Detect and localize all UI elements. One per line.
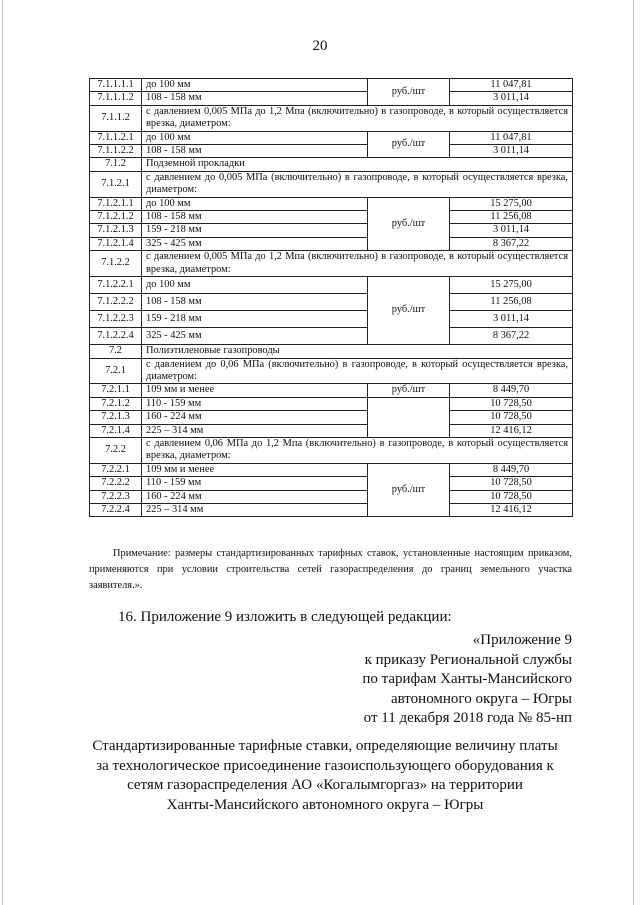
table-row [90, 92, 573, 105]
table-row [90, 345, 573, 358]
table-row [90, 424, 573, 437]
row-description: до 100 мм [142, 277, 368, 294]
unit-cell: руб./шт [368, 131, 450, 158]
unit-cell: руб./шт [368, 197, 450, 251]
row-price: 10 728,50 [450, 477, 573, 490]
row-description: до 100 мм [142, 79, 368, 92]
table-row [90, 311, 573, 328]
row-code: 7.1.1.2.2 [90, 145, 142, 158]
row-code: 7.1.2.2.1 [90, 277, 142, 294]
row-code: 7.2.2.3 [90, 490, 142, 503]
row-description: 160 - 224 мм [142, 490, 368, 503]
appendix-line: «Приложение 9 [472, 632, 572, 648]
table-row [90, 197, 573, 210]
row-code: 7.1.2.2.3 [90, 311, 142, 328]
table-row [90, 251, 573, 277]
row-price: 11 047,81 [450, 131, 573, 144]
row-code: 7.2.1.2 [90, 397, 142, 410]
table-row [90, 211, 573, 224]
row-description: 225 – 314 мм [142, 503, 368, 516]
row-price: 11 256,08 [450, 211, 573, 224]
row-code: 7.1.2.1 [90, 171, 142, 197]
table-row [90, 397, 573, 410]
table-row [90, 131, 573, 144]
row-code: 7.1.1.2 [90, 105, 142, 131]
title-line: Ханты-Мансийского автономного округа – Югры [166, 796, 484, 813]
row-price: 12 416,12 [450, 503, 573, 516]
row-code: 7.2.2.4 [90, 503, 142, 516]
title-line: Стандартизированные тарифные ставки, определяющие величину платы [92, 738, 558, 754]
row-code: 7.1.2.1.2 [90, 211, 142, 224]
table-row [90, 328, 573, 345]
row-description: 108 - 158 мм [142, 211, 368, 224]
row-code: 7.2.1.4 [90, 424, 142, 437]
row-code: 7.1.2.1.3 [90, 224, 142, 237]
row-price: 12 416,12 [450, 424, 573, 437]
row-description: 108 - 158 мм [142, 294, 368, 311]
title-line: за технологическое присоединение газоиспользующего оборудования к [96, 757, 554, 774]
table-row [90, 237, 573, 250]
table-row [90, 158, 573, 171]
row-description: с давлением до 0,06 МПа (включительно) в газопроводе, в который осуществляется врезка, диаметром: [142, 358, 573, 384]
row-code: 7.1.1.1.2 [90, 92, 142, 105]
row-description: 108 - 158 мм [142, 145, 368, 158]
row-price: 3 011,14 [450, 145, 573, 158]
amendment-item-16: 16. Приложение 9 изложить в следующей редакции: [118, 609, 452, 625]
row-description: 225 – 314 мм [142, 424, 368, 437]
table-row [90, 105, 573, 131]
unit-cell: руб./шт [368, 463, 450, 517]
row-code: 7.1.2 [90, 158, 142, 171]
row-price: 3 011,14 [450, 224, 573, 237]
unit-cell-empty [368, 397, 450, 437]
table-note: Примечание: размеры стандартизированных тарифных ставок, установленные настоящим приказом, применяются при условии строительства сетей газораспределения до границ земельного участка заявителя.». [89, 548, 572, 591]
scan-edge-right [633, 0, 634, 905]
scan-edge-left [2, 0, 3, 905]
table-row [90, 79, 573, 92]
row-description: с давлением 0,005 МПа до 1,2 Мпа (включительно) в газопроводе, в который осуществляется врезка, диаметром: [142, 105, 573, 131]
table-row [90, 358, 573, 384]
row-price: 10 728,50 [450, 490, 573, 503]
row-code: 7.1.2.2.4 [90, 328, 142, 345]
appendix-line: от 11 декабря 2018 года № 85-нп [363, 710, 572, 726]
row-price: 15 275,00 [450, 277, 573, 294]
row-description: Полиэтиленовые газопроводы [142, 345, 573, 358]
table-row [90, 437, 573, 463]
row-description: до 100 мм [142, 197, 368, 210]
row-code: 7.1.1.1.1 [90, 79, 142, 92]
unit-cell: руб./шт [368, 79, 450, 106]
row-description: до 100 мм [142, 131, 368, 144]
row-price: 8 449,70 [450, 463, 573, 476]
row-price: 8 367,22 [450, 328, 573, 345]
document-title [82, 737, 568, 815]
row-description: 160 - 224 мм [142, 411, 368, 424]
row-description: Подземной прокладки [142, 158, 573, 171]
appendix-line: по тарифам Ханты-Мансийского [362, 671, 572, 687]
table-row [90, 277, 573, 294]
row-price: 8 449,70 [450, 384, 573, 397]
table-row [90, 463, 573, 476]
table-row [90, 145, 573, 158]
row-description: 109 мм и менее [142, 463, 368, 476]
table-row [90, 490, 573, 503]
row-code: 7.2.1.3 [90, 411, 142, 424]
row-description: 110 - 159 мм [142, 397, 368, 410]
row-code: 7.2.2 [90, 437, 142, 463]
table-row [90, 384, 573, 397]
row-code: 7.2.2.2 [90, 477, 142, 490]
row-description: 159 - 218 мм [142, 224, 368, 237]
unit-cell: руб./шт [368, 384, 450, 397]
row-code: 7.2 [90, 345, 142, 358]
row-description: с давлением 0,06 МПа до 1,2 Мпа (включительно) в газопроводе, в который осуществляется врезка, диаметром: [142, 437, 573, 463]
table-row [90, 224, 573, 237]
row-code: 7.2.2.1 [90, 463, 142, 476]
row-description: с давлением до 0,005 МПа (включительно) в газопроводе, в который осуществляется врезка, диаметром: [142, 171, 573, 197]
appendix-header [272, 631, 572, 729]
unit-cell: руб./шт [368, 277, 450, 345]
row-price: 3 011,14 [450, 311, 573, 328]
row-description: 109 мм и менее [142, 384, 368, 397]
appendix-line: автономного округа – Югры [390, 690, 572, 707]
tariff-table [89, 78, 573, 517]
row-description: 110 - 159 мм [142, 477, 368, 490]
row-price: 10 728,50 [450, 411, 573, 424]
row-price: 3 011,14 [450, 92, 573, 105]
row-code: 7.1.1.2.1 [90, 131, 142, 144]
row-code: 7.2.1.1 [90, 384, 142, 397]
table-row [90, 171, 573, 197]
table-row [90, 294, 573, 311]
table-row [90, 503, 573, 516]
appendix-line: к приказу Региональной службы [364, 651, 572, 668]
row-description: 108 - 158 мм [142, 92, 368, 105]
title-line: сетям газораспределения АО «Когалымгоргаз» на территории [127, 777, 523, 793]
row-description: 325 - 425 мм [142, 237, 368, 250]
page-number: 20 [312, 38, 328, 54]
row-price: 15 275,00 [450, 197, 573, 210]
table-row [90, 477, 573, 490]
row-price: 11 256,08 [450, 294, 573, 311]
row-code: 7.1.2.1.4 [90, 237, 142, 250]
row-code: 7.1.2.2.2 [90, 294, 142, 311]
row-description: 159 - 218 мм [142, 311, 368, 328]
row-price: 10 728,50 [450, 397, 573, 410]
row-code: 7.2.1 [90, 358, 142, 384]
table-row [90, 411, 573, 424]
row-code: 7.1.2.1.1 [90, 197, 142, 210]
row-price: 11 047,81 [450, 79, 573, 92]
row-description: с давлением 0,005 МПа до 1,2 Мпа (включительно) в газопроводе, в который осуществляется врезка, диаметром: [142, 251, 573, 277]
row-description: 325 - 425 мм [142, 328, 368, 345]
row-price: 8 367,22 [450, 237, 573, 250]
row-code: 7.1.2.2 [90, 251, 142, 277]
